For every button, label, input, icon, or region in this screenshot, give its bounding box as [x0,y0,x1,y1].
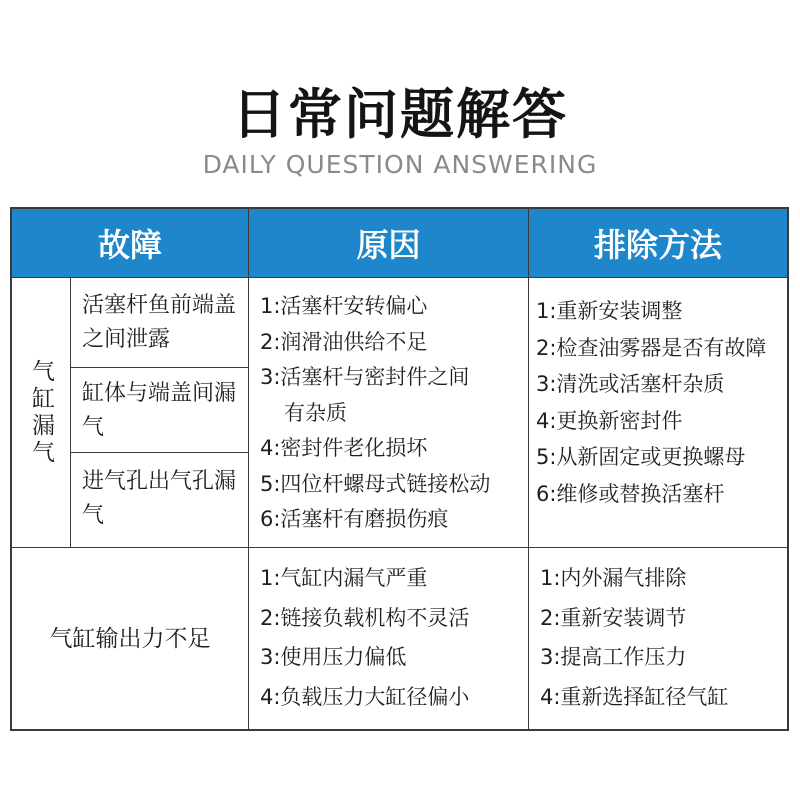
column-divider [70,277,71,548]
cause-item: 1:活塞杆安转偏心 [260,294,428,318]
cause-item: 4:负载压力大缸径偏小 [260,684,470,709]
solution-item: 2:重新安装调节 [540,605,687,630]
page-subtitle: DAILY QUESTION ANSWERING [202,150,598,179]
cause-item: 2:链接负载机构不灵活 [260,605,470,630]
header-solution: 排除方法 [529,209,787,277]
category-label: 气缸漏气 [28,358,54,467]
solutions-cell [536,293,786,512]
cause-item: 有杂质 [284,400,347,425]
cause-item: 4:密封件老化损坏 [260,436,428,460]
solution-item: 3:提高工作压力 [540,645,687,669]
faq-table [10,207,789,731]
column-divider [528,209,529,729]
category-cell [12,278,70,547]
row-divider [70,367,248,368]
row-divider [70,452,248,453]
cause-item: 3:活塞杆与密封件之间 [260,365,470,389]
causes-cell [260,289,526,538]
page-title: 日常问题解答 [232,83,568,146]
causes-cell [260,559,526,717]
solution-item: 1:内外漏气排除 [540,566,687,590]
fault-cell: 进气孔出气孔漏气 [82,469,237,528]
cause-item: 2:润滑油供给不足 [260,329,428,354]
fault-cell: 缸体与端盖间漏气 [82,381,237,440]
solutions-cell [540,559,786,717]
header-cause: 原因 [249,209,528,277]
cause-item: 3:使用压力偏低 [260,645,407,669]
solution-item: 4:重新选择缸径气缸 [540,684,729,709]
column-divider [248,209,249,729]
cause-item: 5:四位杆螺母式链接松动 [260,471,491,496]
solution-item: 5:从新固定或更换螺母 [536,445,746,469]
fault-cell: 气缸输出力不足 [49,625,211,652]
row-divider [12,277,787,278]
cause-item: 1:气缸内漏气严重 [260,566,428,590]
solution-item: 2:检查油雾器是否有故障 [536,335,767,360]
cause-item: 6:活塞杆有磨损伤痕 [260,507,449,531]
solution-item: 4:更换新密封件 [536,408,683,433]
header-fault: 故障 [12,209,248,277]
solution-item: 6:维修或替换活塞杆 [536,481,725,506]
solution-item: 1:重新安装调整 [536,299,683,323]
solution-item: 3:清洗或活塞杆杂质 [536,372,725,396]
fault-cell: 活塞杆鱼前端盖之间泄露 [82,293,237,352]
